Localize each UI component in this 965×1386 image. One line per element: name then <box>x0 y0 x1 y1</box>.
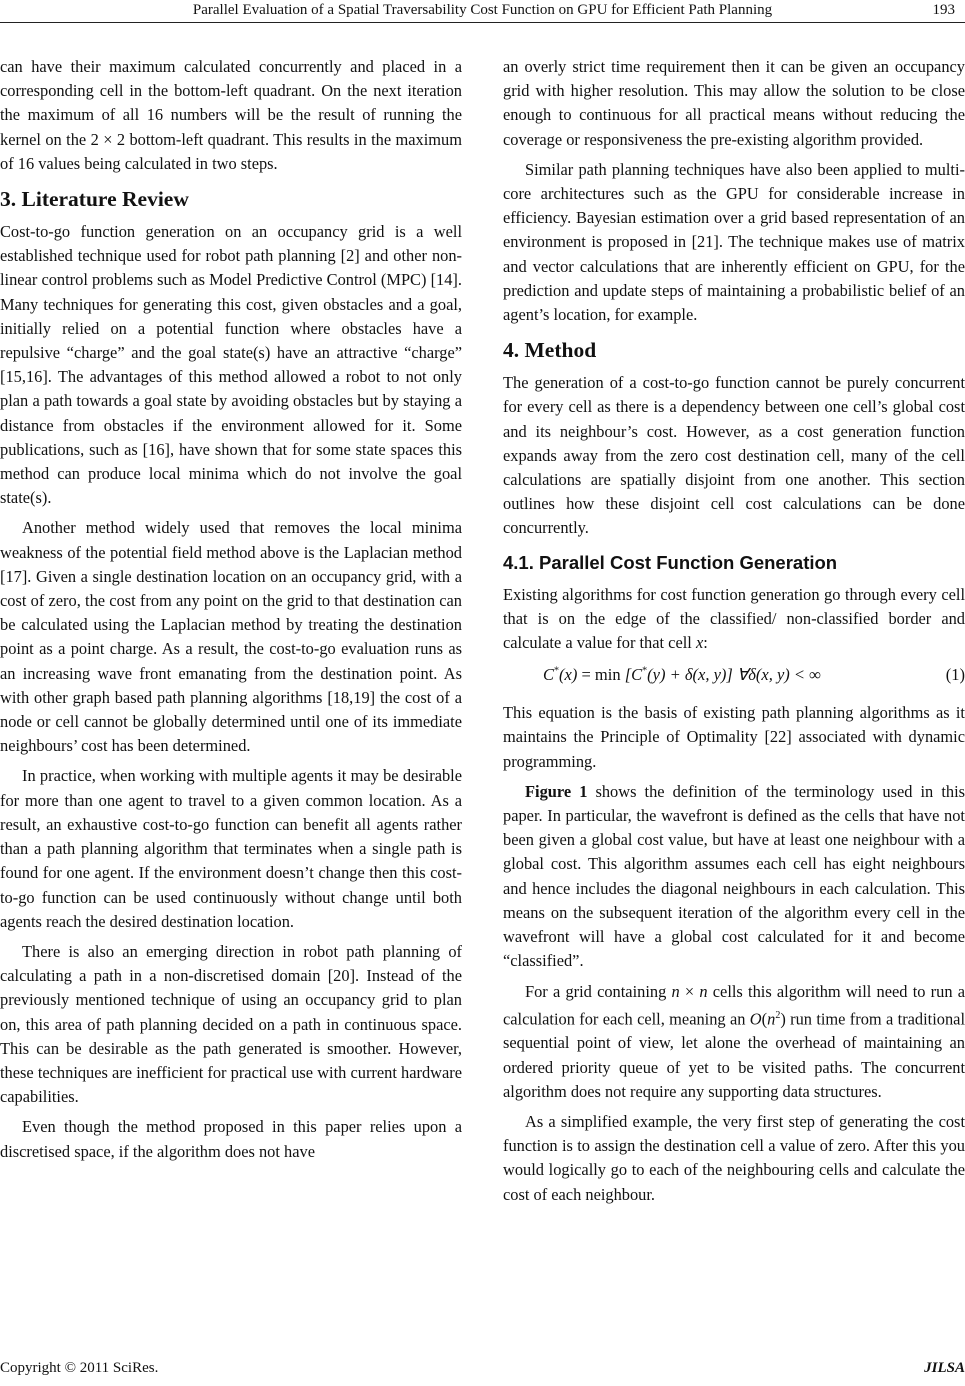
eq-min: min <box>594 665 621 685</box>
paragraph: In practice, when working with multiple agents it may be desirable for more than one agent to travel to a given common location. As a result, an exhaustive cost-to-go function can benefit all agents rather than a path planning algorithm that terminates when a single path is found for one agent. If the environment doesn’t change then this cost-to-go function can be used continuously without change until both agents reach the desired destination location. <box>0 766 462 931</box>
paragraph <box>503 980 965 1104</box>
paragraph: There is also an emerging direction in robot path planning of calculating a path in a non-discretised domain [20]. Instead of the previously mentioned technique of using an occupancy grid to plan on, this area of path planning decided on a path in continuous space. This can be desirable as the path generated is smoother. However, these techniques are inefficient for practical use with current hardware capabilities. <box>0 941 462 1107</box>
eq-rhs-open: [C <box>624 665 643 685</box>
equation-1 <box>503 661 965 693</box>
paragraph: Even though the method proposed in this paper relies upon a discretised space, if the algorithm does not have <box>0 1117 462 1161</box>
paragraph: As a simplified example, the very first step of generating the cost function is to assign the destination cell a value of zero. After this you would logically go to each of the neighbouring cells and calculate the cost of each neighbour. <box>503 1111 965 1204</box>
paragraph: This equation is the basis of existing path planning algorithms as it maintains the Principle of Optimality [22] associated with dynamic programming. <box>503 703 965 771</box>
eq-lhs-arg: (x) <box>559 665 578 685</box>
journal-name: JILSA <box>924 1360 965 1376</box>
figure-reference: Figure 1 <box>525 781 588 801</box>
paragraph-text: Existing algorithms for cost function generation go through every cell that is on the edge of the classified/ non-classified border and calculate a value for that cell <box>503 584 965 653</box>
page-number: 193 <box>932 2 955 18</box>
text-run: run time from a traditional sequential point of view, let alone the overhead of maintaining an ordered priority queue of yet to be visited paths. The concurrent algorithm does not require any supporting data structures. <box>503 1009 965 1101</box>
text-run: For a grid containing <box>525 981 672 1001</box>
paragraph: Cost-to-go function generation on an occupancy grid is a well established technique used for robot path planning [2] and other non-linear control problems such as Model Predictive Control (MPC) [14]. Many techniques for generating this cost, given obstacles and a goal, initially relied on a potential function where obstacles have a repulsive “charge” and the goal state(s) have an attractive “charge” [15,16]. The advantages of this method allowed a robot to not only plan a path towards a goal state by avoiding obstacles but by staying a distance from obstacles if the environment allowed for it. Some publications, such as [16], have shown that for some state spaces this method can produce local minima which do not involve the goal state(s). <box>0 222 462 508</box>
page-header <box>0 0 965 24</box>
running-title: Parallel Evaluation of a Spatial Traversability Cost Function on GPU for Efficient Path Planning <box>192 2 773 18</box>
paragraph <box>503 780 965 974</box>
copyright: Copyright © 2011 SciRes. <box>0 1360 159 1376</box>
eq-equals: = <box>581 665 591 685</box>
paren: ) <box>780 1009 786 1029</box>
right-column <box>503 55 965 1213</box>
section-heading-literature-review: 3. Literature Review <box>0 187 189 212</box>
var-n: n <box>699 981 708 1001</box>
left-column <box>0 55 462 1170</box>
paragraph: The generation of a cost-to-go function cannot be purely concurrent for every cell as there is a dependency between one cell’s global cost and its neighbour’s cost. However, as a cost generation function expands away from the zero cost destination cell, many of the cell calculations are spatially disjoint from one another. This section outlines how these disjoint cell cost calculations can be done concurrently. <box>503 373 965 538</box>
paragraph <box>503 583 965 656</box>
equation-number: (1) <box>945 665 965 685</box>
paragraph: can have their maximum calculated concurrently and placed in a corresponding cell in the bottom-left quadrant. On the next iteration the maximum of all 16 numbers will be the result of running the kernel on the 2 × 2 bottom-left quadrant. This results in the maximum of 16 values being calculated in two steps. <box>0 57 462 173</box>
var-n: n <box>767 1009 776 1029</box>
times-sign: × <box>679 981 700 1001</box>
paragraph-text: shows the definition of the terminology used in this paper. In particular, the wavefront is defined as the cells that have not been given a global cost value, but have at least one neighbour with a global cost. This algorithm assumes each cell has eight neighbours and hence includes the diagonal neighbours in each calculation. This means on the subsequent iteration of the algorithm every cell in the wavefront will have a global cost calculated for it and become “classified”. <box>503 781 965 971</box>
eq-lhs-sup: * <box>554 665 560 677</box>
section-heading-method: 4. Method <box>503 338 597 363</box>
text-run: cells this algorithm will need to run a calculation for each cell, meaning an <box>503 981 965 1029</box>
paragraph: Similar path planning techniques have also been applied to multi-core architectures such as the GPU for considerable increase in efficiency. Bayesian estimation over a grid based representation of an environment is proposed in [21]. The technique makes use of matrix and vector calculations that are inherently efficient on GPU, for the prediction and update steps of maintaining a probabilistic belief of an agent’s location, for example. <box>503 159 965 325</box>
paragraph: an overly strict time requirement then it can be given an occupancy grid with higher resolution. This may allow the solution to be close enough to continuous for all practical means without reducing the coverage or responsiveness the pre-existing algorithm provided. <box>503 57 965 149</box>
var-n: n <box>671 981 680 1001</box>
exponent: 2 <box>775 1009 781 1021</box>
eq-rhs-sup: * <box>642 665 648 677</box>
paragraph: Another method widely used that removes the local minima weakness of the potential field method above is the Laplacian method [17]. Given a single destination location on an occupancy grid, with a cost of zero, the cost from any point on the grid to that destination can be calculated using the Laplacian method by treating the destination point as a point charge. As a result, the cost-to-go evaluation runs as an increasing wave front emanating from the destination point. As with other graph based path planning algorithms [18,19] the cost of a node or cell cannot be globally determined until one of its immediate neighbours’ cost has been determined. <box>0 518 462 756</box>
eq-rhs-body: (y) + δ(x, y)] ∀δ(x, y) < ∞ <box>647 665 821 685</box>
big-o: O <box>749 1009 762 1029</box>
paren: ( <box>761 1009 768 1029</box>
equation-body <box>543 665 821 685</box>
variable-x: x <box>695 633 704 653</box>
subsection-heading-parallel-cost: 4.1. Parallel Cost Function Generation <box>503 551 838 573</box>
header-rule <box>0 22 965 23</box>
paragraph-end: : <box>703 633 708 653</box>
eq-lhs: C <box>543 665 555 685</box>
